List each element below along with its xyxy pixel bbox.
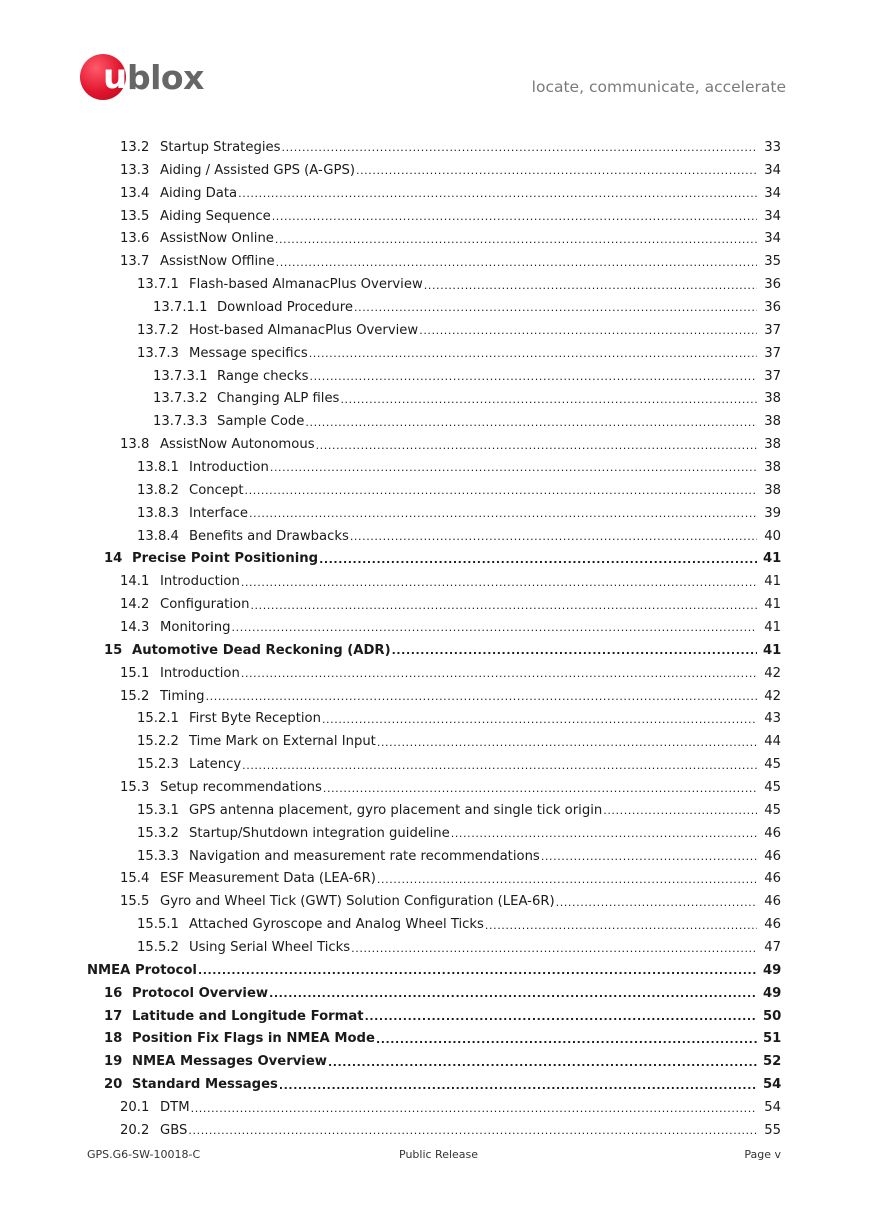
- toc-dot-leader: [351, 938, 757, 960]
- toc-entry[interactable]: [120, 250, 781, 273]
- toc-entry-number: 15: [104, 642, 123, 658]
- toc-entry[interactable]: [120, 433, 781, 456]
- toc-entry-title: Latitude and Longitude Format: [132, 1008, 364, 1024]
- toc-entry-title: NMEA Messages Overview: [132, 1054, 327, 1070]
- toc-entry[interactable]: [120, 662, 781, 685]
- toc-entry-number: 13.2: [120, 139, 150, 155]
- toc-entry-title: NMEA Protocol: [87, 962, 197, 978]
- toc-entry[interactable]: [104, 1050, 781, 1073]
- toc-entry[interactable]: [104, 1005, 781, 1028]
- toc-dot-leader: [356, 160, 757, 182]
- toc-entry[interactable]: [120, 136, 781, 159]
- toc-entry-page: 41: [764, 574, 781, 590]
- toc-entry-title: Protocol Overview: [132, 985, 269, 1001]
- toc-entry[interactable]: [120, 616, 781, 639]
- toc-entry-page: 41: [763, 642, 782, 658]
- toc-entry[interactable]: [120, 776, 781, 799]
- toc-entry[interactable]: [87, 959, 781, 982]
- toc-entry-page: 37: [764, 368, 781, 384]
- toc-entry-page: 42: [764, 688, 781, 704]
- toc-entry[interactable]: [120, 159, 781, 182]
- toc-dot-leader: [309, 343, 757, 365]
- toc-entry-page: 49: [763, 962, 782, 978]
- toc-entry[interactable]: [120, 182, 781, 205]
- toc-entry-number: 13.4: [120, 185, 150, 201]
- toc-entry[interactable]: [137, 845, 781, 868]
- toc-entry-number: 13.7.3.2: [153, 391, 208, 407]
- toc-entry-number: 13.7: [120, 254, 150, 270]
- toc-entry[interactable]: [153, 410, 781, 433]
- toc-entry-title: Range checks: [217, 368, 309, 384]
- toc-entry-title: DTM: [160, 1100, 190, 1116]
- toc-entry-number: 15.2: [120, 688, 150, 704]
- toc-entry[interactable]: [137, 456, 781, 479]
- toc-entry-page: 37: [764, 322, 781, 338]
- toc-dot-leader: [305, 412, 757, 434]
- toc-entry[interactable]: [120, 205, 781, 228]
- toc-entry-title: Attached Gyroscope and Analog Wheel Ticks: [189, 917, 484, 933]
- toc-entry-title: Setup recommendations: [160, 780, 322, 795]
- toc-entry-title: Aiding / Assisted GPS (A-GPS): [160, 162, 355, 178]
- toc-entry-number: 15.5.2: [137, 940, 179, 956]
- toc-entry-page: 34: [764, 162, 781, 178]
- toc-entry-title: AssistNow Offline: [160, 254, 275, 270]
- toc-dot-leader: [242, 755, 757, 777]
- toc-entry[interactable]: [120, 868, 781, 891]
- toc-entry[interactable]: [120, 1119, 781, 1142]
- toc-entry-title: Timing: [160, 688, 205, 704]
- toc-dot-leader: [316, 435, 757, 457]
- toc-dot-leader: [340, 389, 757, 411]
- footer-doc-id: GPS.G6-SW-10018-C: [87, 1148, 201, 1161]
- toc-entry-title: Changing ALP files: [217, 391, 340, 407]
- toc-dot-leader: [377, 732, 757, 754]
- toc-entry-number: 13.6: [120, 231, 150, 247]
- toc-entry-page: 38: [764, 482, 781, 498]
- toc-entry-title: Interface: [189, 505, 249, 521]
- toc-entry[interactable]: [137, 799, 781, 822]
- toc-entry-page: 55: [764, 1122, 781, 1138]
- toc-entry[interactable]: [120, 1096, 781, 1119]
- toc-entry-number: 13.7.2: [137, 322, 179, 338]
- toc-entry-page: 54: [763, 1077, 782, 1093]
- toc-entry-number: 13.7.3.1: [153, 368, 208, 384]
- toc-dot-leader: [376, 1029, 757, 1051]
- toc-dot-leader: [350, 526, 757, 548]
- toc-dot-leader: [556, 892, 757, 914]
- toc-entry-page: 35: [764, 254, 781, 270]
- toc-entry-number: 17: [104, 1008, 123, 1024]
- toc-entry-title: AssistNow Autonomous: [160, 437, 315, 453]
- toc-entry-page: 36: [764, 299, 781, 315]
- toc-entry[interactable]: [104, 547, 781, 570]
- toc-entry-title: Automotive Dead Reckoning (ADR): [132, 642, 391, 658]
- toc-entry-title: Aiding Sequence: [160, 208, 271, 224]
- toc-dot-leader: [275, 229, 757, 251]
- toc-entry-title: GPS antenna placement, gyro placement and single tick origin: [189, 802, 603, 818]
- toc-entry-number: 13.8.4: [137, 528, 179, 544]
- toc-entry-page: 50: [763, 1008, 782, 1024]
- toc-entry-page: 36: [764, 277, 781, 293]
- toc-entry-number: 20: [104, 1077, 123, 1093]
- toc-entry-title: ESF Measurement Data (LEA-6R): [160, 871, 376, 887]
- toc-entry-number: 19: [104, 1054, 123, 1070]
- toc-entry-title: Introduction: [189, 459, 269, 475]
- toc-entry[interactable]: [137, 708, 781, 731]
- toc-entry[interactable]: [104, 982, 781, 1005]
- toc-entry-title: Time Mark on External Input: [189, 734, 376, 750]
- toc-dot-leader: [206, 686, 757, 708]
- toc-entry[interactable]: [137, 479, 781, 502]
- toc-entry[interactable]: [137, 822, 781, 845]
- toc-entry[interactable]: [153, 365, 781, 388]
- toc-dot-leader: [377, 869, 757, 891]
- toc-entry-title: Position Fix Flags in NMEA Mode: [132, 1031, 375, 1047]
- toc-entry-title: Download Procedure: [217, 299, 354, 315]
- toc-entry-page: 52: [763, 1054, 782, 1070]
- toc-dot-leader: [270, 457, 757, 479]
- toc-entry-number: 16: [104, 985, 123, 1001]
- toc-entry-number: 14.2: [120, 597, 150, 613]
- toc-dot-leader: [309, 366, 757, 388]
- toc-entry-title: Gyro and Wheel Tick (GWT) Solution Configuration (LEA-6R): [160, 894, 555, 910]
- toc-dot-leader: [319, 549, 757, 571]
- toc-entry-page: 46: [764, 825, 781, 841]
- toc-entry-number: 15.1: [120, 665, 150, 681]
- toc-entry-title: Monitoring: [160, 619, 231, 635]
- toc-entry-number: 15.3: [120, 780, 150, 795]
- toc-entry-number: 14.3: [120, 619, 150, 635]
- toc-entry-title: Startup/Shutdown integration guideline: [189, 825, 450, 841]
- toc-dot-leader: [238, 183, 757, 205]
- toc-dot-leader: [198, 960, 757, 982]
- toc-entry-number: 13.7.3: [137, 345, 179, 361]
- toc-entry-title: First Byte Reception: [189, 711, 321, 727]
- toc-entry-page: 49: [763, 985, 782, 1001]
- toc-dot-leader: [245, 480, 757, 502]
- toc-entry-page: 37: [764, 345, 781, 361]
- toc-entry[interactable]: [120, 890, 781, 913]
- toc-entry-number: 15.2.3: [137, 757, 179, 773]
- toc-dot-leader: [191, 1098, 757, 1120]
- toc-dot-leader: [485, 915, 757, 937]
- toc-entry-number: 13.8.3: [137, 505, 179, 521]
- toc-entry-page: 34: [764, 208, 781, 224]
- toc-entry[interactable]: [137, 273, 781, 296]
- toc-entry-number: 13.3: [120, 162, 150, 178]
- toc-entry-number: 15.2.1: [137, 711, 179, 727]
- toc-entry-number: 13.8.1: [137, 459, 179, 475]
- toc-entry-number: 13.8.2: [137, 482, 179, 498]
- toc-entry-page: 46: [764, 871, 781, 887]
- toc-entry-page: 41: [764, 619, 781, 635]
- toc-entry-page: 51: [763, 1031, 782, 1047]
- toc-entry-title: Aiding Data: [160, 185, 238, 201]
- toc-entry-page: 33: [764, 139, 781, 155]
- toc-entry[interactable]: [104, 639, 781, 662]
- toc-entry-number: 20.1: [120, 1100, 150, 1116]
- toc-entry-title: Message specifics: [189, 345, 308, 361]
- toc-entry-number: 13.8: [120, 437, 150, 453]
- toc-dot-leader: [322, 709, 757, 731]
- toc-entry[interactable]: [137, 319, 781, 342]
- toc-dot-leader: [249, 503, 757, 525]
- toc-entry-title: Latency: [189, 757, 242, 773]
- toc-entry[interactable]: [153, 387, 781, 410]
- toc-entry[interactable]: [137, 342, 781, 365]
- toc-entry-number: 13.7.1: [137, 277, 179, 293]
- toc-entry-title: Introduction: [160, 574, 240, 590]
- toc-entry[interactable]: [137, 525, 781, 548]
- toc-entry-number: 15.5.1: [137, 917, 179, 933]
- toc-entry-title: Flash-based AlmanacPlus Overview: [189, 277, 423, 293]
- toc-dot-leader: [323, 778, 757, 800]
- toc-entry-page: 34: [764, 185, 781, 201]
- toc-entry-page: 39: [764, 505, 781, 521]
- toc-entry[interactable]: [120, 570, 781, 593]
- toc-entry-number: 13.7.3.3: [153, 414, 208, 430]
- toc-entry-page: 38: [764, 414, 781, 430]
- toc-entry-page: 42: [764, 665, 781, 681]
- toc-entry-page: 41: [764, 597, 781, 613]
- toc-entry-page: 45: [764, 802, 781, 818]
- toc-entry-number: 15.3.3: [137, 848, 179, 864]
- toc-entry[interactable]: [137, 753, 781, 776]
- toc-entry[interactable]: [104, 1073, 781, 1096]
- toc-dot-leader: [354, 297, 757, 319]
- toc-dot-leader: [241, 572, 757, 594]
- toc-dot-leader: [276, 252, 757, 274]
- footer-page-number: Page v: [744, 1148, 781, 1161]
- toc-dot-leader: [281, 137, 757, 159]
- toc-entry-number: 15.5: [120, 894, 150, 910]
- toc-entry-number: 14: [104, 551, 123, 567]
- toc-dot-leader: [269, 983, 757, 1005]
- toc-dot-leader: [272, 206, 757, 228]
- toc-entry[interactable]: [137, 502, 781, 525]
- toc-dot-leader: [419, 320, 757, 342]
- toc-entry-page: 45: [764, 780, 781, 795]
- toc-entry-title: Configuration: [160, 597, 250, 613]
- toc-dot-leader: [188, 1120, 757, 1142]
- toc-dot-leader: [603, 800, 757, 822]
- toc-entry-number: 15.3.1: [137, 802, 179, 818]
- toc-dot-leader: [232, 617, 757, 639]
- toc-entry[interactable]: [137, 730, 781, 753]
- toc-entry-page: 43: [764, 711, 781, 727]
- toc-entry-title: Using Serial Wheel Ticks: [189, 940, 351, 956]
- toc-dot-leader: [424, 275, 757, 297]
- toc-entry-title: Precise Point Positioning: [132, 551, 319, 567]
- tagline: locate, communicate, accelerate: [531, 78, 786, 96]
- toc-entry[interactable]: [120, 227, 781, 250]
- toc-dot-leader: [328, 1052, 757, 1074]
- toc-entry-page: 46: [764, 894, 781, 910]
- toc-entry-page: 40: [764, 528, 781, 544]
- toc-entry-title: Introduction: [160, 665, 240, 681]
- toc-entry[interactable]: [104, 1028, 781, 1051]
- footer-release: Public Release: [399, 1148, 479, 1161]
- toc-entry-title: Navigation and measurement rate recommendations: [189, 848, 540, 864]
- toc-entry-page: 47: [764, 940, 781, 956]
- toc-entry[interactable]: [120, 685, 781, 708]
- toc-entry-page: 46: [764, 848, 781, 864]
- toc-entry-number: 13.7.1.1: [153, 299, 208, 315]
- toc-dot-leader: [451, 823, 757, 845]
- toc-entry-title: Startup Strategies: [160, 139, 281, 155]
- logo-word: blox: [127, 58, 204, 97]
- toc-entry-number: 15.4: [120, 871, 150, 887]
- toc-entry[interactable]: [120, 593, 781, 616]
- toc-entry-page: 46: [764, 917, 781, 933]
- toc-entry-number: 18: [104, 1031, 123, 1047]
- toc-entry-number: 20.2: [120, 1122, 150, 1138]
- toc-entry-page: 34: [764, 231, 781, 247]
- toc-dot-leader: [241, 663, 757, 685]
- toc-entry-page: 54: [764, 1100, 781, 1116]
- toc-entry-page: 38: [764, 391, 781, 407]
- toc-entry-title: Standard Messages: [132, 1077, 278, 1093]
- toc-entry[interactable]: [137, 913, 781, 936]
- toc-dot-leader: [541, 846, 757, 868]
- toc-entry-page: 38: [764, 437, 781, 453]
- toc-entry-title: Sample Code: [217, 414, 305, 430]
- toc-entry-title: Host-based AlmanacPlus Overview: [189, 322, 419, 338]
- toc-dot-leader: [392, 640, 757, 662]
- toc-entry-number: 15.3.2: [137, 825, 179, 841]
- toc-entry-page: 45: [764, 757, 781, 773]
- toc-dot-leader: [365, 1006, 757, 1028]
- toc-entry-number: 14.1: [120, 574, 150, 590]
- toc-dot-leader: [279, 1075, 757, 1097]
- toc-entry-title: Benefits and Drawbacks: [189, 528, 349, 544]
- toc-entry-page: 41: [763, 551, 782, 567]
- toc-entry-page: 38: [764, 459, 781, 475]
- toc-entry-title: GBS: [160, 1122, 188, 1138]
- toc-entry-number: 15.2.2: [137, 734, 179, 750]
- toc-entry[interactable]: [153, 296, 781, 319]
- toc-entry[interactable]: [137, 936, 781, 959]
- toc-entry-title: AssistNow Online: [160, 231, 274, 247]
- toc-dot-leader: [250, 595, 757, 617]
- toc-entry-title: Concept: [189, 482, 244, 498]
- toc-entry-page: 44: [764, 734, 781, 750]
- logo-letter: u: [103, 57, 128, 97]
- toc-entry-number: 13.5: [120, 208, 150, 224]
